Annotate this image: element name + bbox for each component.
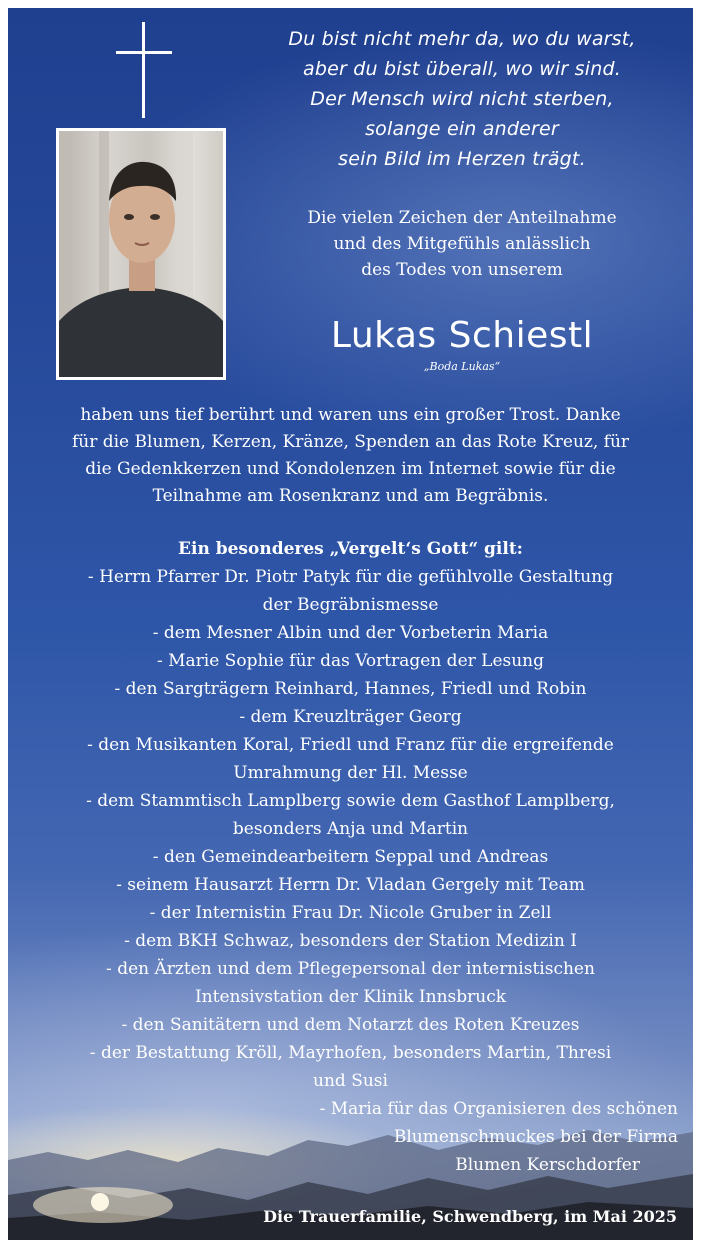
list-item: - der Bestattung Kröll, Mayrhofen, besonders Martin, Thresi	[89, 1043, 612, 1063]
list-item: - den Ärzten und dem Pflegepersonal der internistischen	[106, 959, 595, 979]
list-item: Blumen Kerschdorfer	[455, 1155, 640, 1175]
portrait-photo	[56, 128, 226, 380]
deceased-name: Lukas Schiestl	[330, 315, 594, 356]
list-item: - den Sargträgern Reinhard, Hannes, Friedl und Robin	[114, 679, 587, 699]
thanks-line: Teilnahme am Rosenkranz und am Begräbnis.	[152, 486, 549, 506]
poem-line: sein Bild im Herzen trägt.	[338, 148, 586, 170]
list-item: - dem Mesner Albin und der Vorbeterin Maria	[152, 623, 549, 643]
poem-line: Der Mensch wird nicht sterben,	[310, 88, 614, 110]
list-item: - Marie Sophie für das Vortragen der Lesung	[156, 651, 545, 671]
thanks-paragraph	[22, 402, 679, 510]
thanks-line: haben uns tief berührt und waren uns ein großer Trost. Danke	[80, 405, 621, 425]
cross-icon	[114, 22, 174, 118]
list-item: - dem BKH Schwaz, besonders der Station Medizin I	[124, 931, 577, 951]
special-thanks-list	[22, 563, 679, 1095]
list-item: und Susi	[313, 1071, 388, 1091]
special-thanks-list-tail	[188, 1095, 678, 1179]
obituary-card	[8, 8, 693, 1240]
poem-line: solange ein anderer	[365, 118, 559, 140]
list-item: - dem Kreuzlträger Georg	[239, 707, 462, 727]
list-item: - der Internistin Frau Dr. Nicole Gruber in Zell	[149, 903, 552, 923]
signature: Die Trauerfamilie, Schwendberg, im Mai 2025	[263, 1207, 677, 1226]
list-item: - seinem Hausarzt Herrn Dr. Vladan Gergely mit Team	[116, 875, 585, 895]
list-item: - Herrn Pfarrer Dr. Piotr Patyk für die gefühlvolle Gestaltung	[87, 567, 614, 587]
list-item: - dem Stammtisch Lamplberg sowie dem Gasthof Lamplberg,	[86, 791, 615, 811]
list-item: Blumenschmuckes bei der Firma	[393, 1127, 678, 1147]
list-item: - Maria für das Organisieren des schönen	[319, 1099, 678, 1119]
poem-line: Du bist nicht mehr da, wo du warst,	[288, 28, 636, 50]
intro-line: Die vielen Zeichen der Anteilnahme	[307, 208, 617, 228]
list-item: besonders Anja und Martin	[232, 819, 469, 839]
poem-line: aber du bist überall, wo wir sind.	[303, 58, 621, 80]
list-item: Intensivstation der Klinik Innsbruck	[194, 987, 507, 1007]
list-item: - den Musikanten Koral, Friedl und Franz für die ergreifende	[87, 735, 614, 755]
memorial-poem	[252, 24, 672, 174]
list-item: - den Sanitätern und dem Notarzt des Roten Kreuzes	[121, 1015, 580, 1035]
list-item: der Begräbnismesse	[262, 595, 439, 615]
thanks-line: für die Blumen, Kerzen, Kränze, Spenden an das Rote Kreuz, für	[71, 432, 630, 452]
intro-line: und des Mitgefühls anlässlich	[333, 234, 591, 254]
thanks-line: die Gedenkkerzen und Kondolenzen im Internet sowie für die	[85, 459, 616, 479]
intro-line: des Todes von unserem	[361, 260, 563, 280]
intro-text	[252, 205, 672, 283]
deceased-nickname: „Boda Lukas“	[423, 360, 501, 373]
special-thanks-heading: Ein besonderes „Vergelt‘s Gott“ gilt:	[178, 539, 523, 559]
list-item: Umrahmung der Hl. Messe	[233, 763, 468, 783]
list-item: - den Gemeindearbeitern Seppal und Andreas	[152, 847, 549, 867]
